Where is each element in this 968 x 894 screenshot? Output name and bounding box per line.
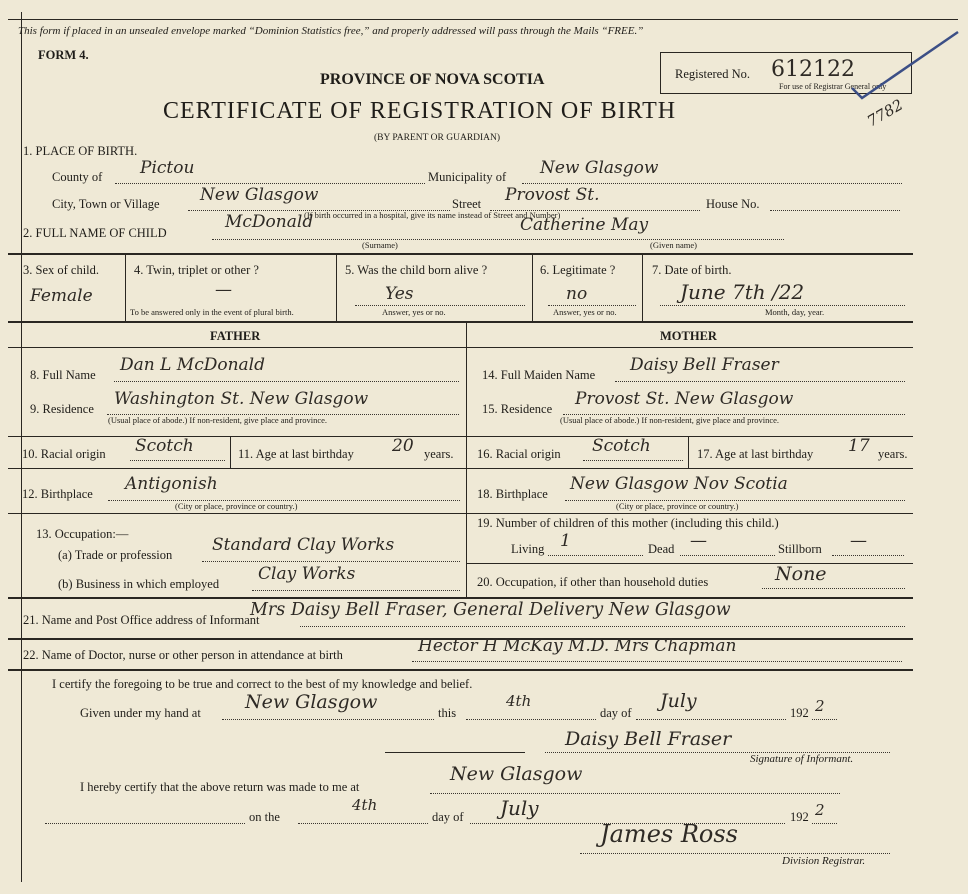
sex-label: 3. Sex of child.: [23, 263, 100, 277]
legitimate-note: Answer, yes or no.: [553, 307, 617, 317]
father-name: Dan L McDonald: [120, 355, 266, 375]
legitimate-value: no: [566, 284, 588, 304]
registration-place: New Glasgow: [450, 763, 583, 785]
hospital-note: (If birth occurred in a hospital, give its name instead of Street and Number): [304, 210, 561, 220]
mother-name: Daisy Bell Fraser: [630, 355, 779, 375]
mother-years: years.: [878, 447, 908, 461]
municipality-label: Municipality of: [428, 170, 507, 184]
father-residence-note: (Usual place of abode.) If non-resident, give place and province.: [108, 415, 328, 425]
registration-day: 4th: [352, 796, 378, 814]
page-subtitle: (BY PARENT OR GUARDIAN): [374, 133, 501, 143]
child-given-name: Catherine May: [520, 215, 649, 235]
doctor-value: Hector H McKay M.D. Mrs Chapman: [418, 636, 737, 656]
informant-signature: Daisy Bell Fraser: [565, 728, 732, 750]
registration-day-of-label: day of: [432, 810, 464, 824]
father-residence: Washington St. New Glasgow: [114, 389, 369, 409]
business-label: (b) Business in which employed: [58, 577, 220, 591]
day-of-label: day of: [600, 706, 632, 720]
mail-notice: This form if placed in an unsealed envelope marked “Dominion Statistics free,” and properly addressed will pass through the Mails “FREE.”: [18, 25, 644, 37]
business-value: Clay Works: [258, 564, 356, 584]
father-name-label: 8. Full Name: [30, 368, 96, 382]
parents-top-rule: [8, 321, 913, 323]
mother-birthplace-label: 18. Birthplace: [477, 487, 548, 501]
street-label: Street: [452, 197, 482, 211]
check-mark-icon: [840, 26, 965, 104]
mother-residence-note: (Usual place of abode.) If non-resident, give place and province.: [560, 415, 780, 425]
alive-note: Answer, yes or no.: [382, 307, 446, 317]
mother-name-label: 14. Full Maiden Name: [482, 368, 596, 382]
sex-value: Female: [30, 286, 93, 306]
mother-residence-label: 15. Residence: [482, 402, 553, 416]
mother-age: 17: [848, 436, 870, 456]
dob-value: June 7th /22: [680, 280, 805, 304]
given-year-digit: 2: [815, 697, 825, 715]
father-birthplace-note: (City or place, province or country.): [175, 501, 298, 511]
registration-year-digit: 2: [815, 801, 825, 819]
parents-divider: [466, 321, 467, 514]
certify-statement: I certify the foregoing to be true and correct to the best of my knowledge and belief.: [52, 677, 473, 691]
mother-racial-label: 16. Racial origin: [477, 447, 561, 461]
province-heading: PROVINCE OF NOVA SCOTIA: [320, 71, 545, 88]
registration-month: July: [500, 796, 539, 820]
this-label: this: [438, 706, 457, 720]
registration-year-prefix: 192: [790, 810, 809, 824]
alive-label: 5. Was the child born alive ?: [345, 263, 488, 277]
mother-residence: Provost St. New Glasgow: [575, 389, 794, 409]
alive-value: Yes: [385, 284, 414, 304]
stillborn-label: Stillborn: [778, 542, 822, 556]
mother-heading: MOTHER: [660, 329, 717, 343]
mother-birthplace: New Glasgow Nov Scotia: [570, 474, 788, 494]
street-value: Provost St.: [505, 185, 600, 205]
informant-label: 21. Name and Post Office address of Informant: [23, 613, 260, 627]
given-place: New Glasgow: [245, 691, 378, 713]
on-the-label: on the: [249, 810, 280, 824]
living-value: 1: [560, 531, 571, 551]
given-year-prefix: 192: [790, 706, 809, 720]
father-age-label: 11. Age at last birthday: [238, 447, 354, 461]
form-number: FORM 4.: [38, 48, 89, 62]
father-birthplace-label: 12. Birthplace: [22, 487, 93, 501]
doctor-label: 22. Name of Doctor, nurse or other person in attendance at birth: [23, 648, 343, 662]
father-heading: FATHER: [210, 329, 261, 343]
children-label: 19. Number of children of this mother (including this child.): [477, 516, 779, 530]
margin-mark: 7782: [864, 95, 907, 131]
registered-number: 612122: [771, 57, 855, 82]
father-racial: Scotch: [135, 436, 194, 456]
twin-label: 4. Twin, triplet or other ?: [134, 263, 259, 277]
trade-label: (a) Trade or profession: [58, 548, 173, 562]
father-birthplace: Antigonish: [125, 474, 218, 494]
county-label: County of: [52, 170, 103, 184]
top-border: [8, 19, 958, 20]
informant-signature-caption: Signature of Informant.: [750, 753, 854, 765]
dob-label: 7. Date of birth.: [652, 263, 732, 277]
place-heading: 1. PLACE OF BIRTH.: [23, 144, 138, 158]
twin-value: —: [215, 280, 232, 300]
mother-racial: Scotch: [592, 436, 651, 456]
given-label: Given under my hand at: [80, 706, 201, 720]
row3-top-rule: [8, 253, 913, 255]
municipality-value: New Glasgow: [540, 158, 659, 178]
dob-note: Month, day, year.: [765, 307, 825, 317]
mother-birthplace-note: (City or place, province or country.): [616, 501, 739, 511]
father-years: years.: [424, 447, 454, 461]
dead-value: —: [690, 531, 707, 551]
child-surname: McDonald: [225, 212, 314, 232]
father-age: 20: [392, 436, 414, 456]
city-value: New Glasgow: [200, 185, 319, 205]
dead-label: Dead: [648, 542, 675, 556]
county-value: Pictou: [140, 158, 195, 178]
registered-note: For use of Registrar General only: [779, 82, 887, 91]
given-day: 4th: [506, 692, 532, 710]
mother-occupation-label: 20. Occupation, if other than household duties: [477, 575, 709, 589]
father-racial-label: 10. Racial origin: [22, 447, 106, 461]
city-label: City, Town or Village: [52, 197, 160, 211]
stillborn-value: —: [850, 531, 867, 551]
given-month: July: [660, 690, 697, 712]
informant-value: Mrs Daisy Bell Fraser, General Delivery New Glasgow: [250, 600, 731, 620]
occupation-heading: 13. Occupation:—: [36, 527, 129, 541]
mother-occupation: None: [775, 563, 827, 585]
trade-value: Standard Clay Works: [212, 535, 395, 555]
registered-label: Registered No.: [675, 67, 750, 81]
page-title: CERTIFICATE OF REGISTRATION OF BIRTH: [163, 98, 677, 124]
registrar-caption: Division Registrar.: [782, 855, 866, 867]
registrar-signature: James Ross: [600, 820, 738, 848]
living-label: Living: [511, 542, 545, 556]
house-label: House No.: [706, 197, 760, 211]
mother-age-label: 17. Age at last birthday: [697, 447, 814, 461]
registrar-statement: I hereby certify that the above return was made to me at: [80, 780, 360, 794]
father-residence-label: 9. Residence: [30, 402, 94, 416]
twin-note: To be answered only in the event of plural birth.: [130, 307, 294, 317]
given-caption: (Given name): [650, 240, 697, 250]
legitimate-label: 6. Legitimate ?: [540, 263, 616, 277]
surname-caption: (Surname): [362, 240, 398, 250]
child-name-label: 2. FULL NAME OF CHILD: [23, 226, 167, 240]
